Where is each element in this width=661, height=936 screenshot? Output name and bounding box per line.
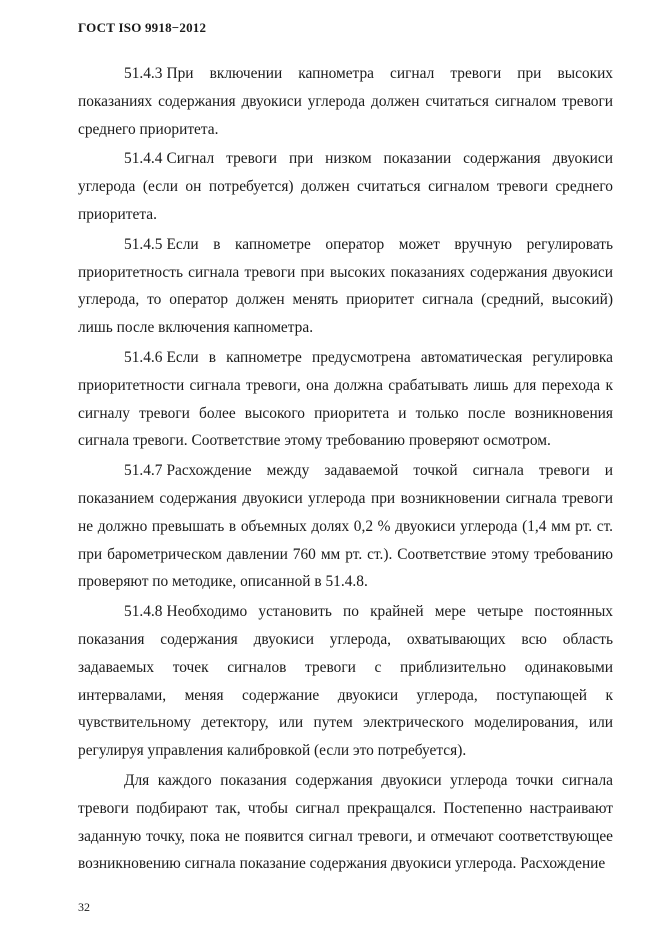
clause-51-4-7 bbox=[78, 457, 613, 596]
clause-text: Сигнал тревоги при низком показании содержания двуокиси углерода (если он потребуется) должен считаться сигналом тревоги среднего приоритета. bbox=[78, 150, 613, 223]
clause-51-4-4 bbox=[78, 145, 613, 228]
clause-text: Если в капнометре оператор может вручную регулировать приоритетность сигнала тревоги при высоких показаниях содержания двуокиси углерода, то оператор должен менять приоритет сигнала (средний, высокий) лишь после включения капнометра. bbox=[78, 235, 613, 337]
clause-51-4-5 bbox=[78, 231, 613, 342]
clause-51-4-8 bbox=[78, 598, 613, 765]
paragraph-continuation bbox=[78, 767, 613, 878]
document-header: ГОСТ ISO 9918−2012 bbox=[78, 20, 207, 35]
clause-number: 51.4.4 bbox=[124, 150, 163, 168]
clause-text: Необходимо установить по крайней мере четыре постоянных показания содержания двуокиси углерода, охватывающих всю область задаваемых точек сигналов тревоги с приблизительно одинаковыми интервалами, меняя содержание двуокиси углерода, поступающей к чувствительному детектору, или путем электрического моделирования, или регулируя управления калибровкой (если это потребуется). bbox=[78, 603, 613, 760]
paragraph-text: Для каждого показания содержания двуокиси углерода точки сигнала тревоги подбирают так, чтобы сигнал прекращался. Постепенно настраивают заданную точку, пока не появится сигнал тревоги, и отмечают соответствующее возникновению сигнала показание содержания двуокиси углерода. Расхождение bbox=[78, 771, 613, 873]
clause-number: 51.4.5 bbox=[124, 235, 163, 253]
page-number: 32 bbox=[78, 900, 90, 914]
clause-text: Если в капнометре предусмотрена автоматическая регулировка приоритетности сигнала тревоги, она должна срабатывать лишь для перехода к сигналу тревоги более высокого приоритета и только после возникновения сигнала тревоги. Соответствие этому требованию проверяют осмотром. bbox=[78, 348, 613, 450]
clause-text: При включении капнометра сигнал тревоги при высоких показаниях содержания двуокиси углерода должен считаться сигналом тревоги среднего приоритета. bbox=[78, 65, 613, 138]
clause-number: 51.4.8 bbox=[124, 603, 163, 621]
clause-number: 51.4.3 bbox=[124, 65, 163, 82]
clause-51-4-3 bbox=[78, 60, 613, 143]
clause-number: 51.4.6 bbox=[124, 348, 163, 366]
document-body bbox=[78, 60, 613, 880]
clause-number: 51.4.7 bbox=[124, 462, 163, 480]
clause-51-4-6 bbox=[78, 344, 613, 455]
clause-text: Расхождение между задаваемой точкой сигнала тревоги и показанием содержания двуокиси углерода при возникновении сигнала тревоги не должно превышать в объемных долях 0,2 % двуокиси углерода (1,4 мм рт. ст. при барометрическом давлении 760 мм рт. ст.). Соответствие этому требованию проверяют по методике, описанной в 51.4.8. bbox=[78, 462, 613, 591]
